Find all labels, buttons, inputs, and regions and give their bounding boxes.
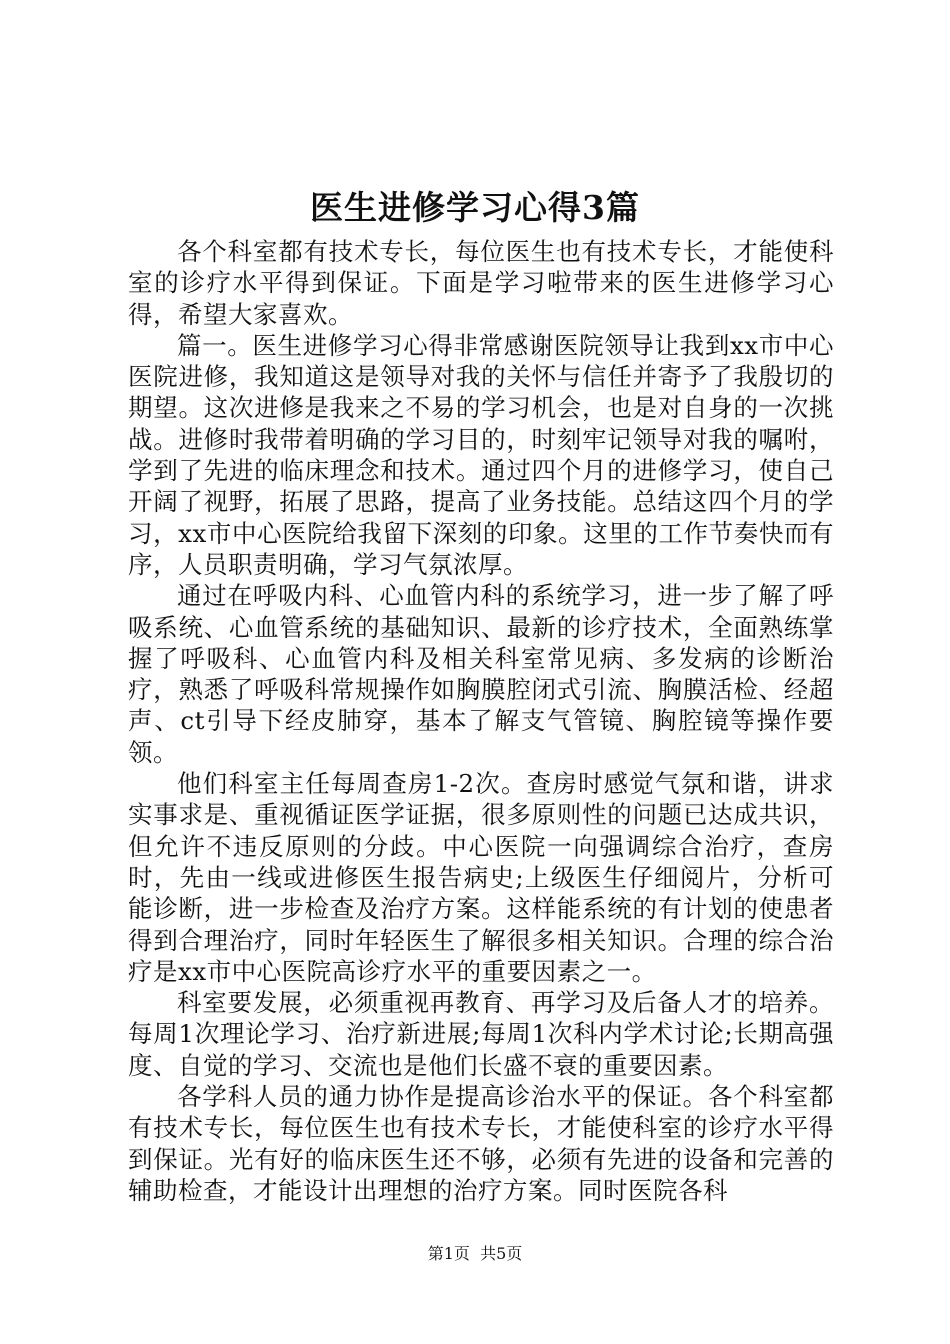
paragraph-part-one: 篇一。医生进修学习心得非常感谢医院领导让我到xx市中心医院进修，我知道这是领导对我的关怀与信任并寄予了我殷切的期望。这次进修是我来之不易的学习机会，也是对自身的一次挑战。进修时我带着明确的学习目的，时刻牢记领导对我的嘱咐，学到了先进的临床理念和技术。通过四个月的进修学习，使自己开阔了视野，拓展了思路，提高了业务技能。总结这四个月的学习，xx市中心医院给我留下深刻的印象。这里的工作节奏快而有序，人员职责明确，学习气氛浓厚。 — [128, 330, 834, 579]
document-title: 医生进修学习心得3篇 — [310, 188, 640, 227]
page-footer — [0, 1243, 950, 1265]
page-number: 第1页 — [427, 1244, 470, 1263]
document-body — [128, 236, 834, 1206]
paragraph-respiratory-cardiology: 通过在呼吸内科、心血管内科的系统学习，进一步了解了呼吸系统、心血管系统的基础知识、最新的诊疗技术，全面熟练掌握了呼吸科、心血管内科及相关科室常见病、多发病的诊断治疗，熟悉了呼吸科常规操作如胸膜腔闭式引流、胸膜活检、经超声、ct引导下经皮肺穿，基本了解支气管镜、胸腔镜等操作要领。 — [128, 581, 834, 767]
paragraph-ward-rounds: 他们科室主任每周查房1-2次。查房时感觉气氛和谐，讲求实事求是、重视循证医学证据，很多原则性的问题已达成共识，但允许不违反原则的分歧。中心医院一向强调综合治疗，查房时，先由一线或进修医生报告病史;上级医生仔细阅片，分析可能诊断，进一步检查及治疗方案。这样能系统的有计划的使患者得到合理治疗，同时年轻医生了解很多相关知识。合理的综合治疗是xx市中心医院高诊疗水平的重要因素之一。 — [128, 769, 834, 986]
footer-spacer — [470, 1244, 480, 1263]
paragraph-intro: 各个科室都有技术专长，每位医生也有技术专长，才能使科室的诊疗水平得到保证。下面是学习啦带来的医生进修学习心得，希望大家喜欢。 — [128, 237, 834, 329]
paragraph-department-development: 科室要发展，必须重视再教育、再学习及后备人才的培养。每周1次理论学习、治疗新进展;每周1次科内学术讨论;长期高强度、自觉的学习、交流也是他们长盛不衰的重要因素。 — [128, 988, 834, 1080]
page-total: 共5页 — [480, 1244, 523, 1263]
paragraph-collaboration: 各学科人员的通力协作是提高诊治水平的保证。各个科室都有技术专长，每位医生也有技术专长，才能使科室的诊疗水平得到保证。光有好的临床医生还不够，必须有先进的设备和完善的辅助检查，才能设计出理想的治疗方案。同时医院各科 — [128, 1082, 834, 1205]
